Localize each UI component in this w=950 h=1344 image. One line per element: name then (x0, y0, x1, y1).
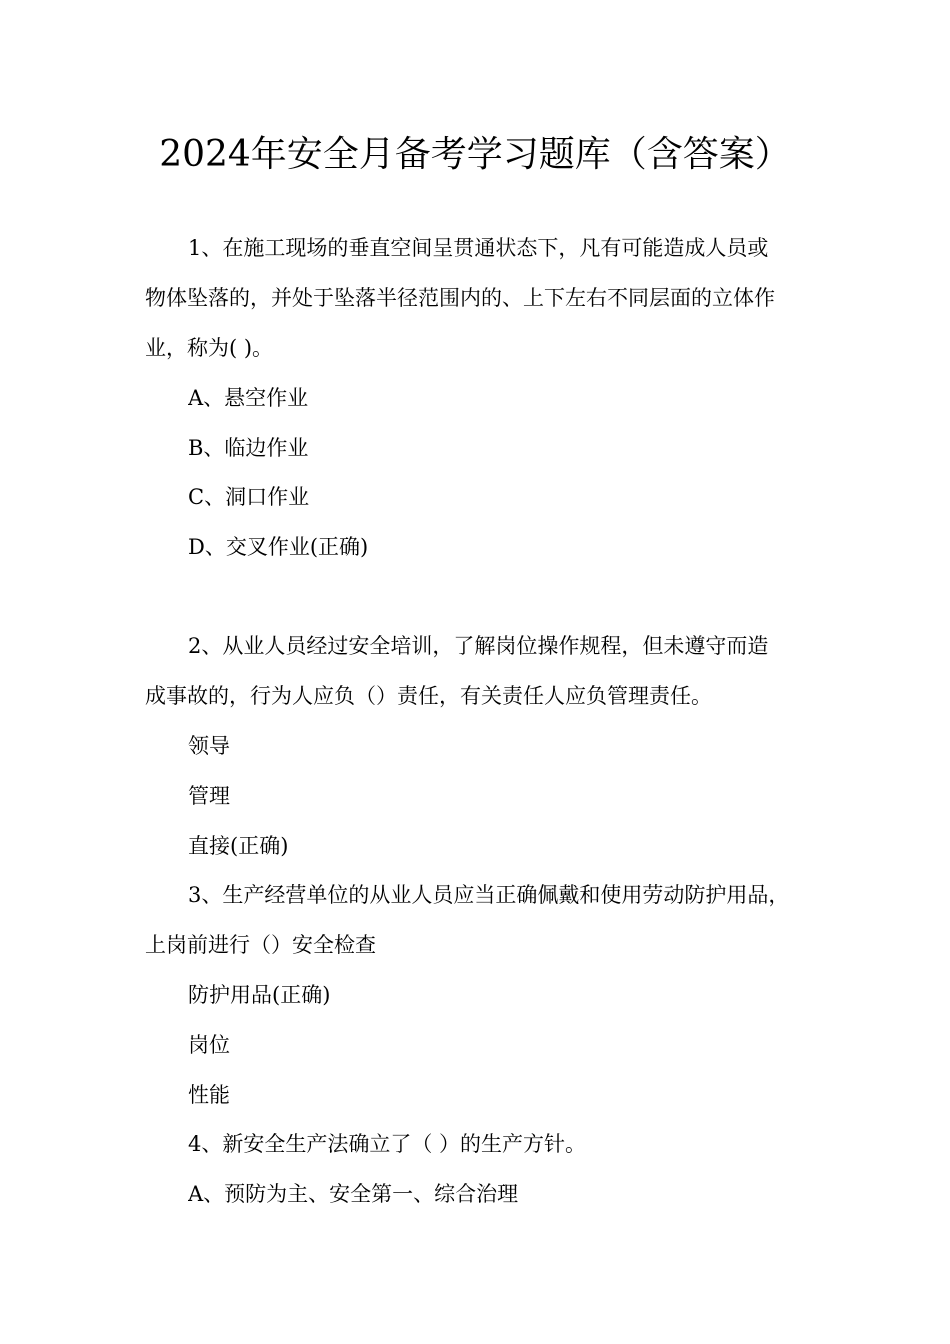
question-2-option-3: 直接(正确) (188, 834, 289, 858)
question-1-text-line-2: 物体坠落的，并处于坠落半径范围内的、上下左右不同层面的立体作 (145, 286, 775, 310)
question-1-option-a: A、悬空作业 (188, 386, 309, 410)
question-2-option-1: 领导 (188, 734, 230, 758)
question-2-text-line-1: 2、从业人员经过安全培训，了解岗位操作规程，但未遵守而造 (188, 634, 769, 658)
question-2-text-line-2: 成事故的，行为人应负（）责任，有关责任人应负管理责任。 (145, 684, 712, 708)
question-1-text-line-3: 业，称为( )。 (145, 336, 274, 360)
question-1-option-b: B、临边作业 (188, 436, 309, 460)
page-title: 2024年安全月备考学习题库（含答案） (159, 134, 791, 175)
question-3-text-line-1: 3、生产经营单位的从业人员应当正确佩戴和使用劳动防护用品， (188, 883, 790, 907)
question-3-text-line-2: 上岗前进行（）安全检查 (145, 933, 376, 957)
question-1-text-line-1: 1、在施工现场的垂直空间呈贯通状态下，凡有可能造成人员或 (188, 236, 769, 260)
question-2-option-2: 管理 (188, 784, 230, 808)
question-4-text-line-1: 4、新安全生产法确立了（ ）的生产方针。 (188, 1132, 587, 1156)
question-3-option-2: 岗位 (188, 1033, 230, 1057)
question-1-option-d: D、交叉作业(正确) (188, 535, 369, 559)
question-3-option-3: 性能 (188, 1083, 230, 1107)
question-3-option-1: 防护用品(正确) (188, 983, 331, 1007)
question-4-option-a: A、预防为主、安全第一、综合治理 (188, 1182, 519, 1206)
question-1-option-c: C、洞口作业 (188, 485, 310, 509)
